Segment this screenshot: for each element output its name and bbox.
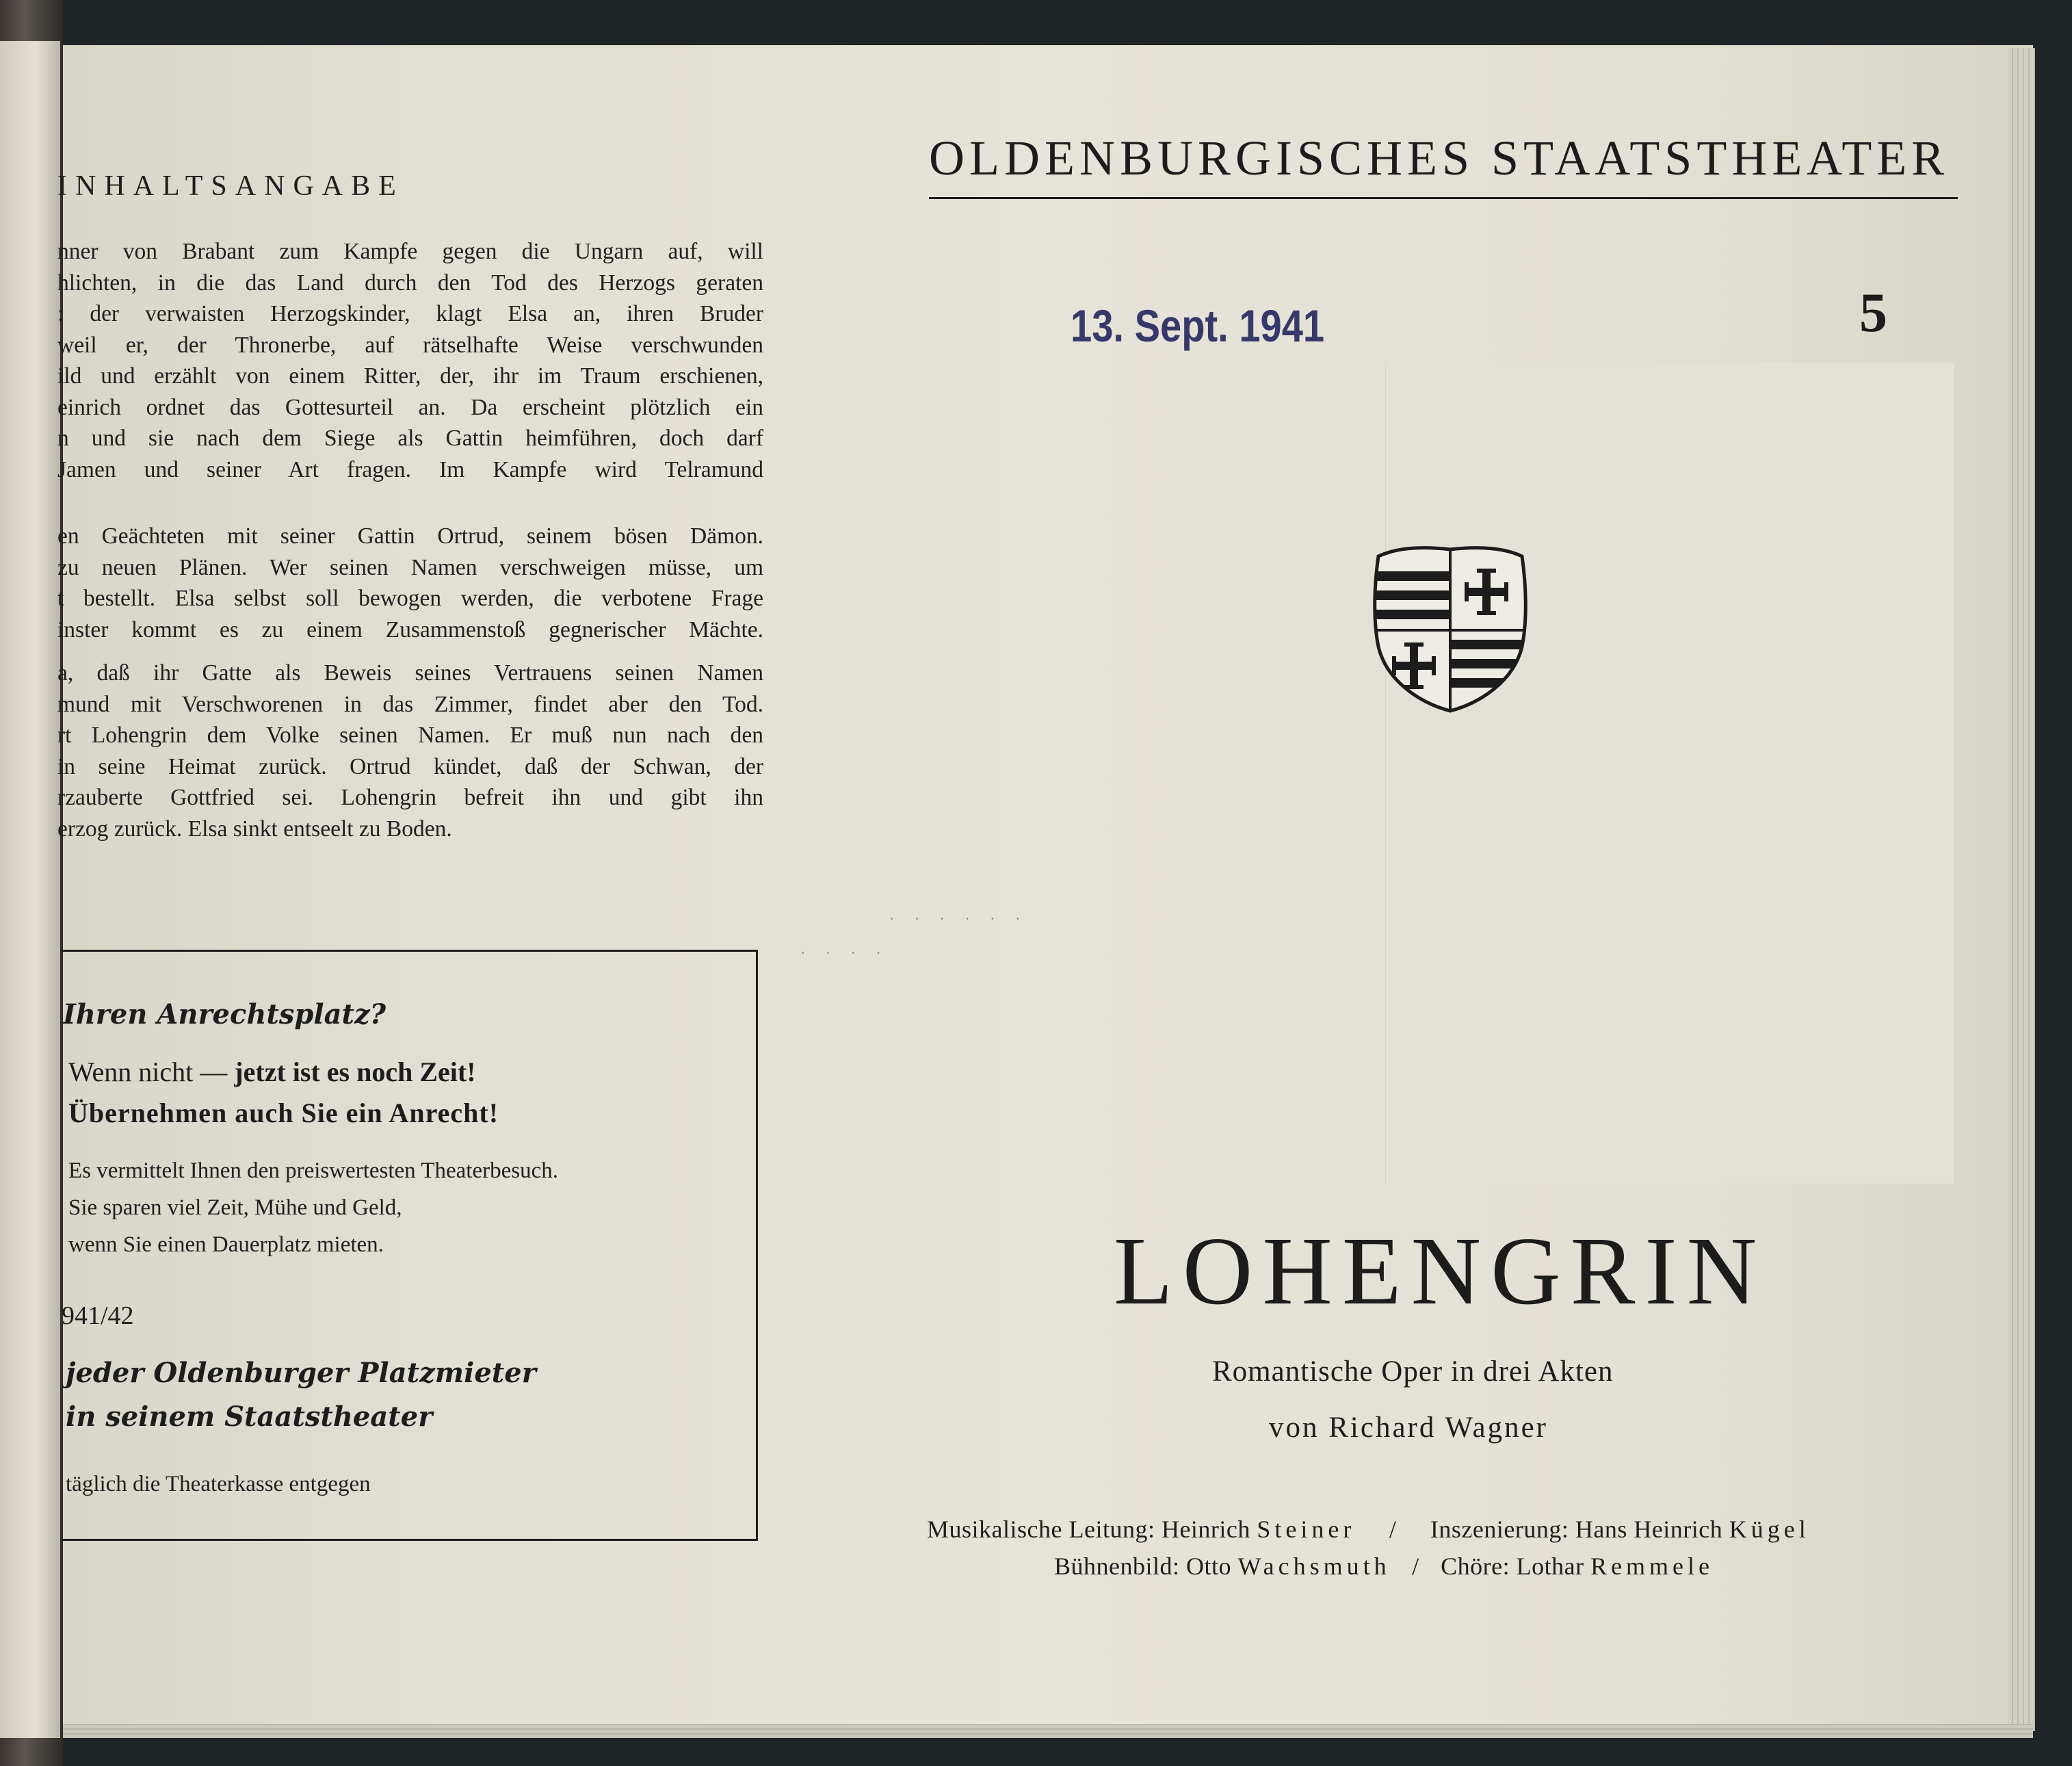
synopsis-line: Jamen und seiner Art fragen. Im Kampfe wird Telramund xyxy=(57,456,763,482)
theater-name: OLDENBURGISCHES STAATSTHEATER xyxy=(929,131,1950,185)
synopsis-line: einrich ordnet das Gottesurteil an. Da erscheint plötzlich ein xyxy=(57,394,763,420)
synopsis-text xyxy=(57,236,763,844)
credit-choir-label: Chöre: xyxy=(1441,1553,1510,1580)
credit-choir-last: Remmele xyxy=(1590,1553,1714,1580)
credit-stage-first: Otto xyxy=(1186,1553,1232,1580)
synopsis-line: n und sie nach dem Siege als Gattin heimführen, doch darf xyxy=(57,426,763,451)
page-number: 5 xyxy=(1859,281,1887,343)
synopsis-line: nner von Brabant zum Kampfe gegen die Ungarn auf, will xyxy=(57,239,763,264)
credit-staging-first: Hans Heinrich xyxy=(1575,1516,1723,1543)
synopsis-line: weil er, der Thronerbe, auf rätselhafte Weise verschwunden xyxy=(57,332,763,358)
ad-season: 941/42 xyxy=(62,1301,134,1330)
credit-separator: / xyxy=(1412,1553,1419,1580)
header-rule xyxy=(929,197,1958,199)
ad-line-1-bold: jetzt ist es noch Zeit! xyxy=(234,1056,476,1087)
date-stamp: 13. Sept. 1941 xyxy=(1071,300,1325,351)
credit-stage-label: Bühnenbild: xyxy=(1054,1553,1180,1580)
synopsis-line: in seine Heimat zurück. Ortrud kündet, daß der Schwan, der xyxy=(57,753,763,779)
credit-music-first: Heinrich xyxy=(1161,1516,1250,1543)
credits-line-1 xyxy=(927,1515,1810,1544)
ad-small-line: Es vermittelt Ihnen den preiswertesten Theaterbesuch. xyxy=(68,1158,558,1183)
synopsis-line: t bestellt. Elsa selbst soll bewogen werden, die verbotene Frage xyxy=(57,586,763,611)
synopsis-line: rt Lohengrin dem Volke seinen Namen. Er muß nun nach den xyxy=(57,723,763,748)
paper-speck: · · · · xyxy=(800,944,889,961)
synopsis-line: hlichten, in die das Land durch den Tod des Herzogs geraten xyxy=(57,270,763,296)
ad-line-1 xyxy=(68,1056,476,1088)
synopsis-line: ild und erzählt von einem Ritter, der, ihr im Traum erschienen, xyxy=(57,363,763,389)
opera-title: LOHENGRIN xyxy=(1114,1217,1767,1325)
synopsis-heading: INHALTSANGABE xyxy=(57,170,404,202)
subscription-ad-box xyxy=(62,950,758,1541)
synopsis-line: inster kommt es zu einem Zusammenstoß gegnerischer Mächte. xyxy=(57,616,763,642)
ad-small-line: Sie sparen viel Zeit, Mühe und Geld, xyxy=(68,1195,402,1220)
credit-staging-last: Kügel xyxy=(1729,1516,1810,1543)
ad-footer: täglich die Theaterkasse entgegen xyxy=(66,1472,371,1496)
synopsis-line: zu neuen Plänen. Wer seinen Namen verschweigen müsse, um xyxy=(57,554,763,580)
credit-stage-last: Wachsmuth xyxy=(1237,1553,1391,1580)
page-stack-edge-right xyxy=(2008,48,2035,1731)
oldenburg-coat-of-arms-icon xyxy=(1372,544,1529,714)
credit-choir-first: Lothar xyxy=(1516,1553,1584,1580)
synopsis-line: rzauberte Gottfried sei. Lohengrin befreit ihn und gibt ihn xyxy=(57,785,763,810)
composer-line: von Richard Wagner xyxy=(1269,1412,1548,1444)
credits-line-2 xyxy=(1054,1552,1714,1581)
ad-title: Ihren Anrechtsplatz? xyxy=(63,998,386,1030)
synopsis-line: mund mit Verschworenen in das Zimmer, findet aber den Tod. xyxy=(57,691,763,717)
ad-slogan-line: in seinem Staatstheater xyxy=(66,1401,433,1433)
synopsis-line: en Geächteten mit seiner Gattin Ortrud, seinem bösen Dämon. xyxy=(57,523,763,549)
ad-line-2 xyxy=(68,1097,499,1129)
opera-subtitle: Romantische Oper in drei Akten xyxy=(1212,1355,1614,1388)
ad-slogan-line: jeder Oldenburger Platzmieter xyxy=(66,1357,536,1389)
credit-separator: / xyxy=(1389,1516,1397,1543)
credit-music-last: Steiner xyxy=(1257,1516,1356,1543)
credit-staging-label: Inszenierung: xyxy=(1430,1516,1569,1543)
ad-small-line: wenn Sie einen Dauerplatz mieten. xyxy=(68,1232,384,1257)
page-stack-edge-bottom xyxy=(63,1724,2033,1738)
credit-music-label: Musikalische Leitung: xyxy=(927,1516,1155,1543)
synopsis-line: a, daß ihr Gatte als Beweis seines Vertrauens seinen Namen xyxy=(57,660,763,686)
binding-edge xyxy=(0,41,60,1738)
synopsis-line: erzog zurück. Elsa sinkt entseelt zu Boden. xyxy=(57,816,452,842)
ad-line-1-plain: Wenn nicht — xyxy=(68,1056,235,1087)
ad-line-2-bold: Übernehmen auch Sie ein Anrecht! xyxy=(68,1098,499,1128)
faded-paper-area xyxy=(1385,363,1954,1184)
synopsis-line: : der verwaisten Herzogskinder, klagt Elsa an, ihren Bruder xyxy=(57,301,763,326)
paper-speck: · · · · · · xyxy=(889,910,1029,927)
